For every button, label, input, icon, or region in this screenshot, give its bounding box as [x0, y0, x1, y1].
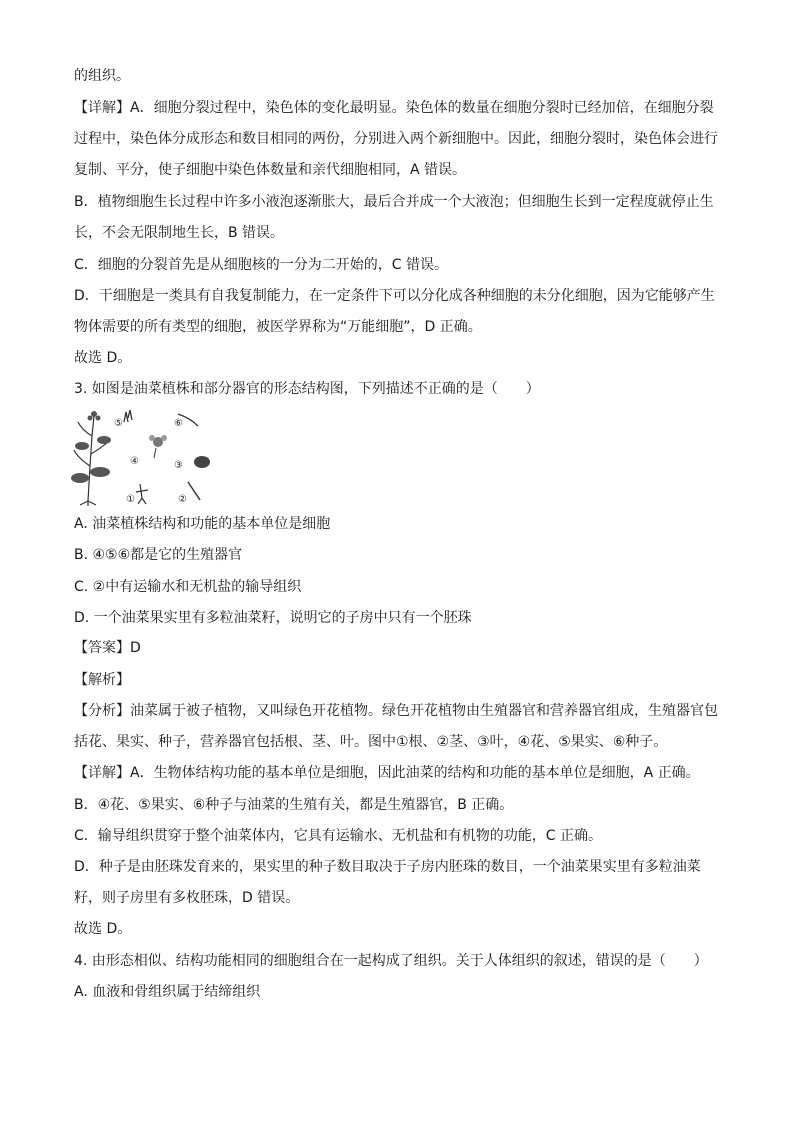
label-4: ④	[130, 456, 139, 467]
text-line: 的组织。	[74, 68, 130, 84]
plant-root	[80, 501, 96, 506]
text-line: D．种子是由胚珠发育来的，果实里的种子数目取决于子房内胚珠的数目，一个油菜果实里有多粒油菜	[74, 859, 701, 875]
option-c: C. ②中有运输水和无机盐的输导组织	[74, 579, 302, 595]
text-line: 故选 D。	[74, 921, 132, 937]
root-drawing	[136, 484, 148, 504]
rapeseed-plant-figure	[70, 406, 216, 506]
question-3-stem: 3. 如图是油菜植株和部分器官的形态结构图，下列描述不正确的是（ ）	[74, 381, 540, 397]
option-d: D. 一个油菜果实里有多粒油菜籽，说明它的子房中只有一个胚珠	[74, 610, 472, 626]
option-b: B. ④⑤⑥都是它的生殖器官	[74, 547, 243, 563]
text-line: 故选 D。	[74, 350, 132, 366]
plant-leaf	[71, 473, 89, 483]
leaf-drawing	[194, 456, 210, 468]
label-3: ③	[174, 460, 183, 471]
text-line: B．④花、⑤果实、⑥种子与油菜的生殖有关，都是生殖器官，B 正确。	[74, 797, 514, 813]
text-line: 籽，则子房里有多枚胚珠，D 错误。	[74, 890, 300, 906]
plant-illustration	[70, 406, 216, 506]
text-line: D．干细胞是一类具有自我复制能力，在一定条件下可以分化成各种细胞的未分化细胞，因为它能够产生	[74, 288, 715, 304]
text-line: 【分析】油菜属于被子植物，又叫绿色开花植物。绿色开花植物由生殖器官和营养器官组成，生殖器官包	[74, 703, 718, 719]
text-line: C．细胞的分裂首先是从细胞核的一分为二开始的，C 错误。	[74, 257, 448, 273]
answer-line: 【答案】D	[74, 640, 141, 656]
text-line: C．输导组织贯穿于整个油菜体内，它具有运输水、无机盐和有机物的功能，C 正确。	[74, 828, 602, 844]
label-1: ①	[126, 494, 135, 505]
plant-stem	[88, 416, 94, 501]
option-a: A. 油菜植株结构和功能的基本单位是细胞	[74, 516, 331, 532]
text-line: 长，不会无限制地生长，B 错误。	[74, 225, 285, 241]
question-4-stem: 4. 由形态相似、结构功能相同的细胞组合在一起构成了组织。关于人体组织的叙述，错误的是（ ）	[74, 953, 708, 969]
analysis-heading: 【解析】	[74, 672, 130, 688]
label-6: ⑥	[174, 418, 183, 429]
label-2: ②	[178, 494, 187, 505]
fruit-drawing	[124, 410, 132, 422]
text-line: 括花、果实、种子，营养器官包括根、茎、叶。图中①根、②茎、③叶，④花、⑤果实、⑥种子。	[74, 734, 668, 750]
text-line: B．植物细胞生长过程中许多小液泡逐渐胀大，最后合并成一个大液泡；但细胞生长到一定程度就停止生	[74, 194, 714, 210]
label-5: ⑤	[114, 418, 123, 429]
option-a: A. 血液和骨组织属于结缔组织	[74, 984, 261, 1000]
text-line: 【详解】A．细胞分裂过程中，染色体的变化最明显。染色体的数量在细胞分裂时已经加倍，在细胞分裂	[74, 100, 714, 116]
flower-drawing	[149, 435, 167, 458]
text-line: 【详解】A．生物体结构功能的基本单位是细胞，因此油菜的结构和功能的基本单位是细胞，A 正确。	[74, 765, 700, 781]
text-line: 复制、平分，使子细胞中染色体数量和亲代细胞相同，A 错误。	[74, 162, 467, 178]
stem-drawing	[188, 482, 200, 500]
text-line: 过程中，染色体分成形态和数目相同的两份，分别进入两个新细胞中。因此，细胞分裂时，染色体会进行	[74, 131, 718, 147]
text-line: 物体需要的所有类型的细胞，被医学界称为“万能细胞”，D 正确。	[74, 319, 482, 335]
